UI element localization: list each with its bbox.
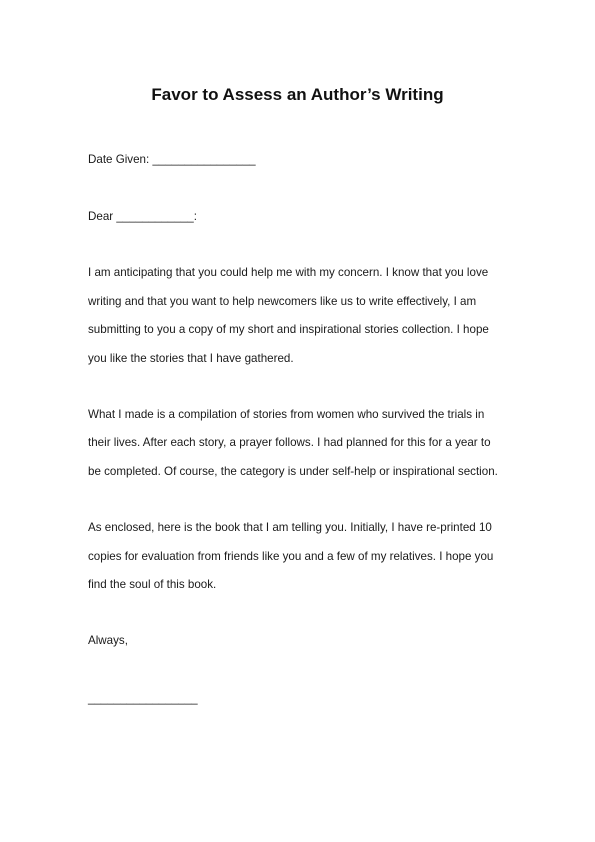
paragraph-line: What I made is a compilation of stories from women who survived the trials in: [88, 408, 485, 421]
paragraph-line: you like the stories that I have gathered.: [88, 352, 294, 365]
paragraph-line: writing and that you want to help newcomers like us to write effectively, I am: [88, 295, 477, 308]
paragraph-line: I am anticipating that you could help me with my concern. I know that you love: [88, 266, 489, 279]
signature-line: _________________: [88, 692, 198, 705]
document-title: Favor to Assess an Author’s Writing: [151, 85, 444, 104]
paragraph-line: submitting to you a copy of my short and inspirational stories collection. I hope: [88, 323, 489, 336]
paragraph-line: As enclosed, here is the book that I am telling you. Initially, I have re-printed 10: [88, 521, 492, 534]
paragraph-line: be completed. Of course, the category is under self-help or inspirational section.: [88, 465, 498, 478]
salutation: Dear ____________:: [88, 210, 197, 223]
closing: Always,: [88, 634, 128, 647]
date-given-line: Date Given: ________________: [88, 153, 256, 166]
paragraph-line: copies for evaluation from friends like you and a few of my relatives. I hope you: [88, 550, 494, 563]
paragraph-line: their lives. After each story, a prayer follows. I had planned for this for a year to: [88, 436, 491, 449]
paragraph-line: find the soul of this book.: [88, 578, 217, 591]
